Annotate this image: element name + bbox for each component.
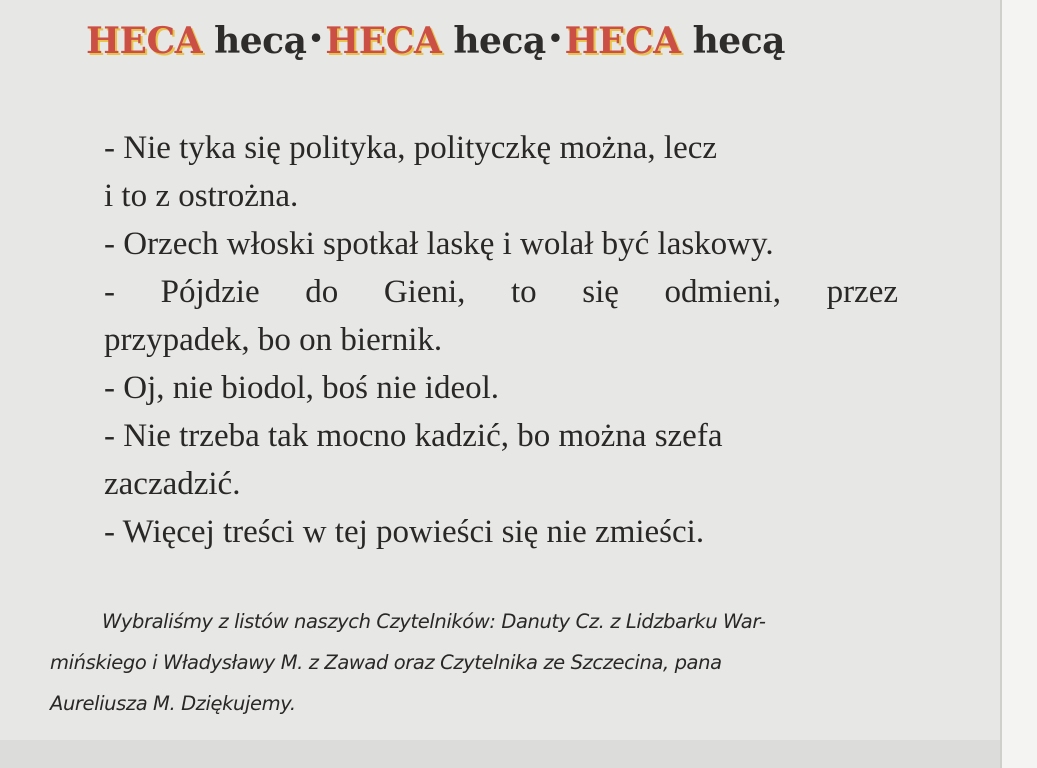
credits-note <box>50 601 900 724</box>
header-word: HECA <box>564 20 681 62</box>
column-header <box>86 20 906 62</box>
header-word: HECA <box>86 20 203 62</box>
text-line: - Nie trzeba tak mocno kadzić, bo można szefa <box>104 418 723 454</box>
header-separator: • <box>308 24 324 53</box>
header-tail: hecą <box>214 20 307 62</box>
text-line: - Orzech włoski spotkał laskę i wolał być laskowy. <box>104 226 774 262</box>
note-line: mińskiego i Władysławy M. z Zawad oraz Czytelnika ze Szczecina, pana <box>50 651 722 674</box>
note-line: Aureliusza M. Dziękujemy. <box>50 692 296 715</box>
header-tail: hecą <box>453 20 546 62</box>
text-line: - Pójdzie do Gieni, to się odmieni, przez <box>104 274 898 310</box>
page-bottom-margin <box>0 740 1000 768</box>
text-line: przypadek, bo on biernik. <box>104 322 443 358</box>
header-word: HECA <box>325 20 442 62</box>
jokes-text <box>104 124 898 556</box>
note-line: Wybraliśmy z listów naszych Czytelników: Danuty Cz. z Lidzbarku War- <box>102 610 766 633</box>
text-line: - Nie tyka się polityka, polityczkę można, lecz <box>104 130 718 166</box>
text-line: i to z ostrożna. <box>104 178 299 214</box>
text-line: zaczadzić. <box>104 466 241 502</box>
text-line: - Oj, nie biodol, boś nie ideol. <box>104 370 500 406</box>
text-line: - Więcej treści w tej powieści się nie zmieści. <box>104 514 705 550</box>
page-edge <box>1000 0 1037 768</box>
header-separator: • <box>547 24 563 53</box>
header-tail: hecą <box>692 20 785 62</box>
